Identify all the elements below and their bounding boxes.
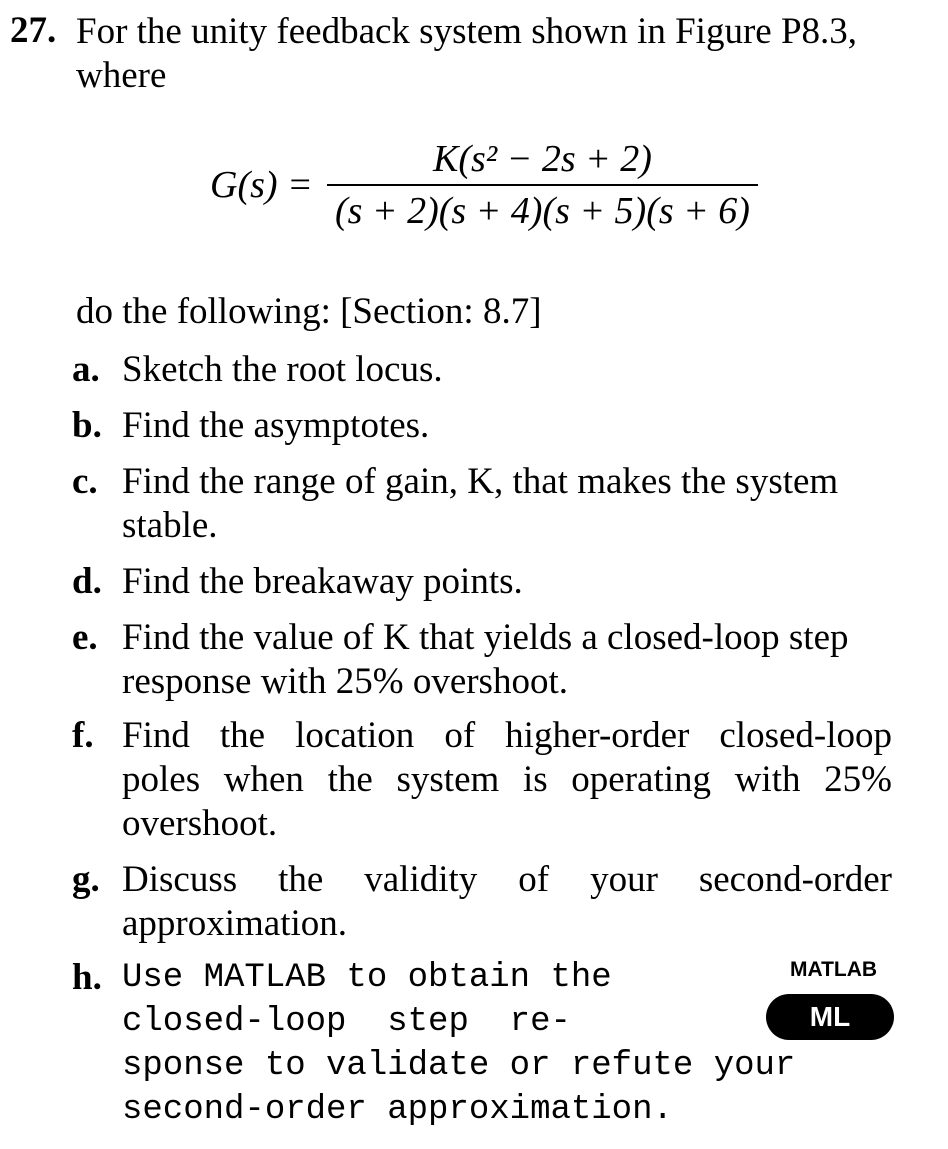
item-text: Sketch the root locus.: [122, 349, 443, 390]
item-text-line: overshoot.: [122, 803, 278, 844]
list-item-g: [72, 858, 892, 946]
item-label: a.: [72, 349, 100, 390]
item-label: d.: [72, 561, 102, 602]
equation-fraction: [327, 138, 758, 232]
equation-equals: =: [289, 164, 311, 206]
list-item-c: [72, 460, 892, 548]
item-text: Find the breakaway points.: [122, 561, 523, 602]
item-text-line: Use MATLAB to obtain the: [122, 959, 612, 997]
item-label: e.: [72, 617, 98, 658]
item-text-line: approximation.: [122, 903, 348, 944]
equation-lhs: G(s): [210, 164, 278, 206]
item-text: Find the asymptotes.: [122, 405, 430, 446]
equation-numerator: K(s² − 2s + 2): [433, 138, 652, 180]
item-label: c.: [72, 461, 98, 502]
list-item-h: [72, 956, 892, 1132]
ml-badge: ML: [766, 994, 894, 1040]
item-text-line: second-order approximation.: [122, 1091, 673, 1129]
transfer-function-equation: [210, 138, 758, 232]
item-label: b.: [72, 405, 102, 446]
item-text: Find the range of gain, K, that makes the system stable.: [122, 461, 839, 546]
item-text-line: Discuss the validity of your second-order: [122, 859, 892, 900]
item-text-line: closed-loop step re-: [122, 1003, 571, 1041]
list-item-a: [72, 348, 892, 392]
item-text-line: Find the location of higher-order closed-loop: [122, 715, 892, 756]
item-label: h.: [72, 957, 102, 998]
item-text: Find the value of K that yields a closed-loop step response with 25% overshoot.: [122, 617, 849, 702]
item-label: g.: [72, 859, 100, 900]
list-item-b: [72, 404, 892, 448]
problem-number: 27.: [10, 10, 57, 51]
problem-intro: For the unity feedback system shown in Figure P8.3, where: [76, 11, 858, 96]
item-text-line: poles when the system is operating with 25%: [122, 759, 892, 800]
matlab-marginal-label: MATLAB: [790, 958, 878, 981]
equation-denominator: (s + 2)(s + 4)(s + 5)(s + 6): [327, 184, 758, 232]
list-item-f: [72, 714, 892, 846]
section-reference: do the following: [Section: 8.7]: [76, 291, 542, 332]
list-item-e: [72, 616, 892, 704]
list-item-d: [72, 560, 892, 604]
item-text-line: sponse to validate or refute your: [122, 1047, 796, 1085]
item-label: f.: [72, 715, 94, 756]
